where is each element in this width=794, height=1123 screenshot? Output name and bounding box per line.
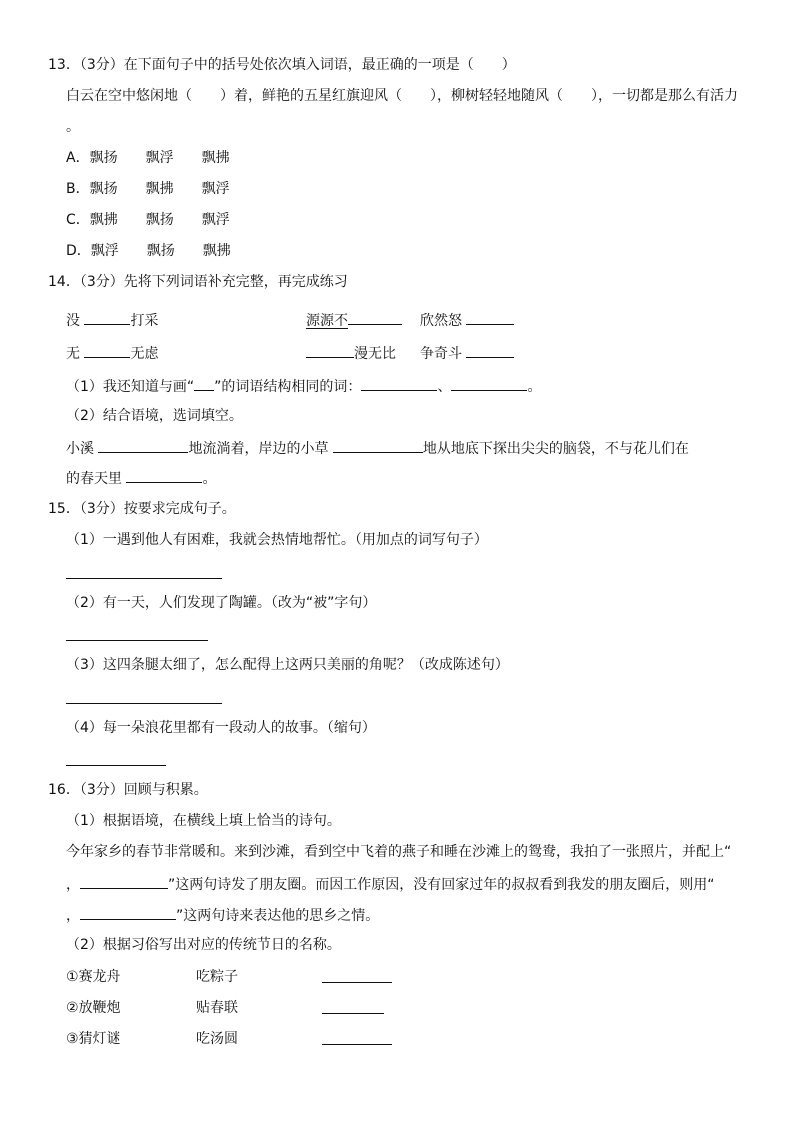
custom-row-3-answer [322,1030,392,1050]
q13-option-c[interactable] [66,211,258,229]
q14-sub1 [66,376,541,396]
fill-blank[interactable] [84,343,130,358]
q13-option-a[interactable] [66,149,258,167]
row-number: ① [66,969,79,985]
q14-word-2 [306,310,402,330]
fill-blank[interactable] [333,438,423,453]
fill-blank[interactable] [322,999,384,1014]
q15-sub4: （4）每一朵浪花里都有一段动人的故事。（缩句） [66,720,376,736]
option-word: 飘浮 [201,212,230,228]
word-part: 没 [66,313,80,329]
option-word: 飘浮 [201,181,230,197]
option-word: 飘浮 [90,243,119,259]
paragraph-text: ， [66,877,80,893]
option-word: 飘扬 [89,181,118,197]
paragraph-text: ， [66,908,80,924]
fill-blank[interactable] [361,376,437,391]
option-word: 飘扬 [146,243,175,259]
custom-row-2-answer [322,999,384,1019]
fill-blank[interactable] [80,874,168,889]
custom-row-2-b: 贴春联 [196,1000,238,1016]
option-word: 飘拂 [145,181,174,197]
paragraph-text: ”这两句诗发了朋友圈。而因工作原因，没有回家过年的叔叔看到我发的朋友圈后，则用“ [168,877,715,893]
word-part: 无 [66,346,80,362]
fill-blank[interactable] [451,376,527,391]
context-text: 。 [202,471,217,487]
word-part: 漫无比 [354,346,396,362]
q13-sentence: 白云在空中悠闲地（ ）着，鲜艳的五星红旗迎风（ ），柳树轻轻地随风（ ），一切都是那么有活力 [66,88,738,104]
q16-paragraph-line-2 [66,874,715,894]
sub-text: 。 [527,379,542,395]
option-letter: A． [66,150,90,166]
answer-line[interactable] [66,640,208,641]
fill-blank[interactable] [466,343,514,358]
q14-word-4 [66,343,158,363]
row-number: ② [66,1000,79,1016]
custom-text: 赛龙舟 [78,969,121,985]
word-part: 欣然怒 [420,313,462,329]
custom-row-3-b: 吃汤圆 [196,1031,238,1047]
answer-line[interactable] [66,765,166,766]
custom-text: 放鞭炮 [78,1000,121,1016]
q14-word-3 [420,310,514,330]
row-number: ③ [66,1031,79,1047]
option-word: 飘拂 [89,212,118,228]
q15-stem: 15．（3分）按要求完成句子。 [48,501,236,517]
q14-context-line-1 [66,438,689,458]
context-text: 地从地底下探出尖尖的脑袋，不与花儿们在 [422,441,689,457]
fill-blank[interactable] [322,1030,392,1045]
fill-blank[interactable] [126,468,202,483]
option-word: 飘扬 [145,212,174,228]
q16-sub2: （2）根据习俗写出对应的传统节日的名称。 [66,937,341,953]
custom-row-1 [66,968,121,986]
option-letter: C． [66,212,90,228]
fill-blank[interactable] [98,438,188,453]
q13-stem: 13．（3分）在下面句子中的括号处依次填入词语，最正确的一项是（ ） [48,57,516,73]
q15-sub3: （3）这四条腿太细了，怎么配得上这两只美丽的角呢？（改成陈述句） [66,657,509,673]
fill-blank[interactable] [84,310,130,325]
option-word: 飘浮 [145,150,174,166]
q13-option-b[interactable] [66,180,258,198]
custom-row-1-answer [322,968,392,988]
q16-paragraph-line-1: 今年家乡的春节非常暖和。来到沙滩，看到空中飞着的燕子和睡在沙滩上的鸳鸯，我拍了一张照片，并配上“ [66,844,732,860]
option-word: 飘拂 [201,150,230,166]
word-part: 无虑 [130,346,159,362]
q14-sub2: （2）结合语境，选词填空。 [66,408,243,424]
custom-row-1-b: 吃粽子 [196,969,238,985]
fill-blank[interactable] [80,905,176,920]
q14-word-6 [420,343,514,363]
q14-stem: 14．（3分）先将下列词语补充完整，再完成练习 [48,274,348,290]
q13-sentence-end: 。 [66,119,80,135]
fill-blank[interactable] [306,343,354,358]
option-letter: D． [66,243,91,259]
word-part: 打采 [130,313,159,329]
q14-word-5 [306,343,396,363]
q14-word-1 [66,310,158,330]
q15-sub1: （1）一遇到他人有困难，我就会热情地帮忙。（用加点的词写句子） [66,532,488,548]
custom-row-3 [66,1030,121,1048]
answer-line[interactable] [66,578,222,579]
sub-text: 、 [437,379,452,395]
custom-text: 猜灯谜 [78,1031,121,1047]
answer-line[interactable] [66,703,222,704]
sub-text: （1）我还知道与画“ [66,379,195,395]
q16-paragraph-line-3 [66,905,379,925]
q13-option-d[interactable] [66,242,259,260]
custom-row-2 [66,999,121,1017]
q14-context-line-2 [66,468,216,488]
q16-stem: 16．（3分）回顾与积累。 [48,782,208,798]
word-part: 争奇斗 [420,346,462,362]
q15-sub2: （2）有一天，人们发现了陶罐。（改为“被”字句） [66,595,377,611]
fill-blank[interactable] [348,310,402,325]
context-text: 小溪 [66,441,94,457]
sub-text: ”的词语结构相同的词： [214,379,362,395]
underlined-word: 源源不 [306,313,348,329]
paragraph-text: ”这两句诗来表达他的思乡之情。 [176,908,380,924]
option-word: 飘扬 [89,150,118,166]
option-letter: B． [66,181,90,197]
q16-sub1: （1）根据语境，在横线上填上恰当的诗句。 [66,813,341,829]
context-text: 地流淌着，岸边的小草 [188,441,329,457]
context-text: 的春天里 [66,471,122,487]
fill-blank[interactable] [322,968,392,983]
fill-blank[interactable] [194,376,214,391]
option-word: 飘拂 [202,243,231,259]
fill-blank[interactable] [466,310,514,325]
